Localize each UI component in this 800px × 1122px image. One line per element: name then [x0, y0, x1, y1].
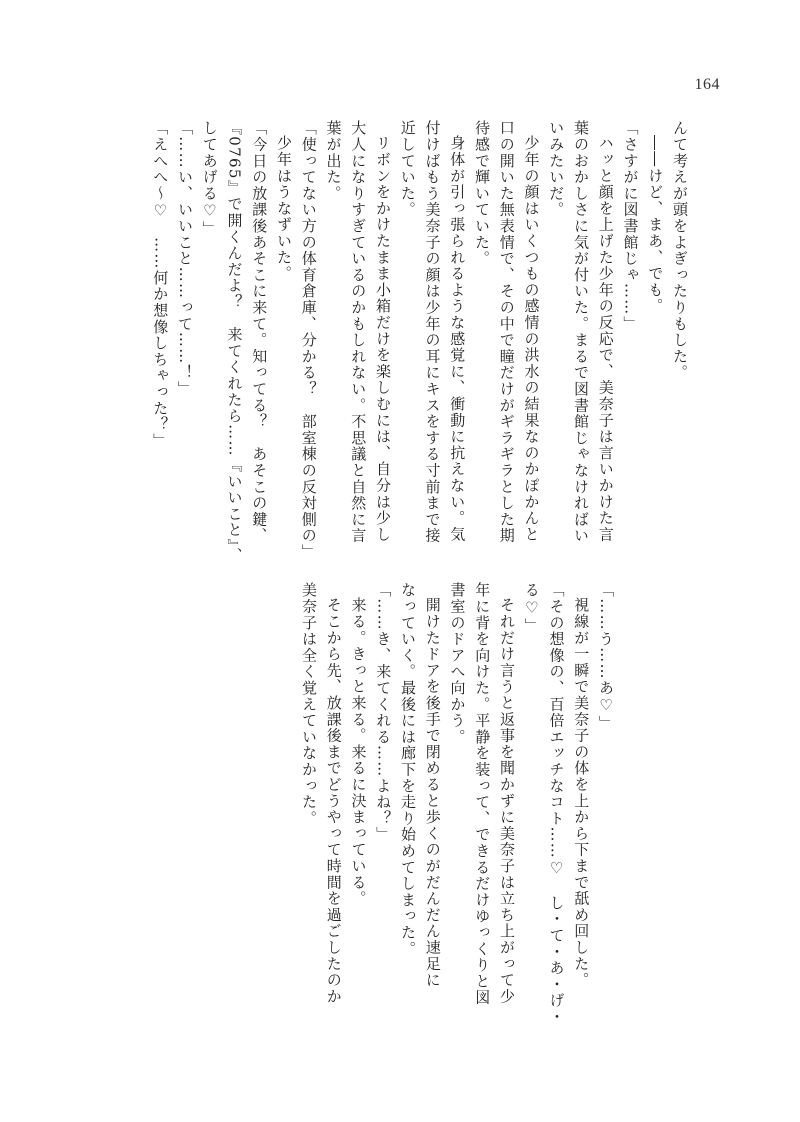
text-line: いみたいだ。 — [547, 120, 566, 218]
text-line: 視線が一瞬で美奈子の体を上から下まで舐め回した。 — [572, 597, 591, 989]
dialogue-line: 「……い、いいこと……って……！」 — [176, 120, 194, 398]
text-block-bottom — [296, 582, 618, 1026]
text-line: そこから先、放課後までどうやって時間を過ごしたのか — [324, 597, 343, 1005]
text-line: 少年はうなずいた。 — [275, 135, 293, 282]
text-line: 身体が引っ張られるような感覚に、衝動に抗えない。気 — [448, 135, 467, 543]
text-line: リボンをかけたまま小箱だけを楽しむには、自分は少し — [374, 135, 392, 543]
dialogue-line: 『0765』で開くんだよ？ 来てくれたら……『いいこと』、 — [225, 120, 244, 564]
dialogue-line: 「今日の放課後あそこに来て。知ってる？ あそこの鍵、 — [250, 120, 269, 544]
page-number: 164 — [694, 76, 720, 93]
text-line: 近していた。 — [398, 120, 417, 218]
dialogue-line: る♡」 — [522, 582, 541, 634]
dialogue-line: 「えへへ～♡ ……何か想像しちゃった？」 — [151, 120, 170, 449]
text-line: それだけ言うと返事を聞かずに美奈子は立ち上がって少 — [498, 597, 516, 1005]
text-line: 少年の顔はいくつもの感情の洪水の結果なのかぽかんと — [522, 135, 541, 543]
text-line: 待感で輝いていた。 — [473, 120, 491, 267]
text-line: 美奈子は全く覚えていなかった。 — [300, 582, 318, 827]
text-line: 書室のドアへ向かう。 — [448, 582, 467, 745]
text-line: んて考えが頭をよぎったりもした。 — [671, 120, 689, 381]
text-line: 開けたドアを後手で閉めると歩くのがだんだん速足に — [423, 597, 442, 989]
dialogue-line: 「……き、来てくれる……よね？」 — [374, 582, 393, 843]
dialogue-line: 「……う……あ♡」 — [597, 582, 615, 732]
text-block-top — [148, 120, 693, 564]
dialogue-line: 「さすがに図書館じゃ……」 — [621, 120, 640, 332]
text-line: ――けど、まあ、でも。 — [646, 135, 665, 315]
text-line: 来る。きっと来る。来るに決まっている。 — [349, 597, 368, 907]
text-line: ハッと顔を上げた少年の反応で、美奈子は言いかけた言 — [596, 135, 615, 543]
dialogue-line: 「その想像の、百倍エッチなコト……♡ し・て・あ・げ・ — [547, 582, 566, 1026]
text-line: 付けばもう美奈子の顔は少年の耳にキスをする寸前まで接 — [423, 120, 442, 544]
text-line: 葉が出た。 — [324, 120, 343, 202]
text-line: 年に背を向けた。平静を装って、できるだけゆっくりと図 — [473, 582, 492, 1006]
dialogue-line: 「使ってない方の体育倉庫、分かる？ 部室棟の反対側の」 — [299, 120, 318, 561]
text-line: 口の開いた無表情で、その中で瞳だけがギラギラとした期 — [497, 120, 516, 544]
text-line: 葉のおかしさに気が付いた。まるで図書館じゃなければい — [572, 120, 590, 544]
dialogue-line: してあげる♡」 — [200, 120, 219, 238]
text-line: なっていく。最後には廊下を走り始めてしまった。 — [399, 582, 417, 957]
text-line: 大人になりすぎているのかもしれない。不思議と自然に言 — [349, 120, 368, 544]
